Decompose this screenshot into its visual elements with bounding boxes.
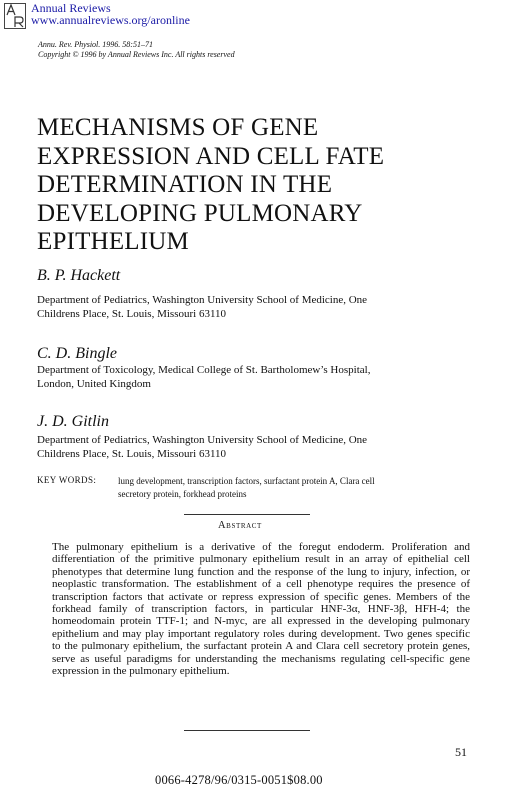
affiliation-line: Department of Pediatrics, Washington University School of Medicine, One xyxy=(37,434,368,446)
page-number: 51 xyxy=(455,745,467,759)
title-line: EXPRESSION AND CELL FATE xyxy=(37,142,385,170)
keywords-line: lung development, transcription factors, surfactant protein A, Clara cell xyxy=(118,476,375,486)
title-line: DETERMINATION IN THE xyxy=(37,171,333,198)
abstract-heading: Abstract xyxy=(218,520,262,531)
title-line: EPITHELIUM xyxy=(37,228,189,255)
article-code: 0066-4278/96/0315-0051$08.00 xyxy=(155,773,323,787)
affiliation-line: Department of Toxicology, Medical College of St. Bartholomew’s Hospital, xyxy=(37,364,371,376)
divider xyxy=(184,730,310,731)
annual-reviews-logo-icon xyxy=(4,3,26,29)
keywords-line: secretory protein, forkhead proteins xyxy=(118,489,247,499)
author-name: B. P. Hackett xyxy=(37,267,121,284)
publisher-url-link[interactable]: www.annualreviews.org/aronline xyxy=(31,13,190,27)
affiliation-line: Childrens Place, St. Louis, Missouri 63110 xyxy=(37,308,227,320)
affiliation-line: Department of Pediatrics, Washington University School of Medicine, One xyxy=(37,294,368,306)
publisher-name: Annual Reviews xyxy=(31,1,111,15)
affiliation-line: London, United Kingdom xyxy=(37,378,151,390)
title-line: MECHANISMS OF GENE xyxy=(37,114,319,141)
divider xyxy=(184,514,310,515)
journal-citation: Annu. Rev. Physiol. 1996. 58:51–71 xyxy=(38,40,153,49)
article-title xyxy=(37,114,507,257)
author-affiliation xyxy=(37,363,457,391)
author-name: J. D. Gitlin xyxy=(37,413,109,430)
author-affiliation xyxy=(37,433,457,461)
copyright-notice: Copyright © 1996 by Annual Reviews Inc. All rights reserved xyxy=(38,50,235,59)
title-line: DEVELOPING PULMONARY xyxy=(37,199,363,227)
affiliation-line: Childrens Place, St. Louis, Missouri 63110 xyxy=(37,448,227,460)
author-affiliation xyxy=(37,293,457,321)
keywords-list xyxy=(118,475,458,501)
author-name: C. D. Bingle xyxy=(37,345,117,362)
keywords-label: KEY WORDS: xyxy=(37,475,97,485)
abstract-text: The pulmonary epithelium is a derivative of the foregut endoderm. Proliferation and differentiation of the primitive pulmonary epithelium result in an array of epithelial cell phenotypes that determine lung function and the response of the lung to injury, infection, or neoplastic transformation. The establishment of a cell phenotype requires the presence of transcription factors that activate or repress expression of specific genes. Members of the forkhead family of transcription factors, in particular HNF-3α, HNF-3β, HFH-4; the homeodomain protein TTF-1; and N-myc, are all expressed in the developing pulmonary epithelium and may play important regulatory roles during development. Two genes specific to the pulmonary epithelium, the surfactant protein A and Clara cell secretory protein genes, serve as useful paradigms for understanding the mechanisms regulating cell-specific gene expression in the pulmonary epithelium. xyxy=(52,541,470,678)
